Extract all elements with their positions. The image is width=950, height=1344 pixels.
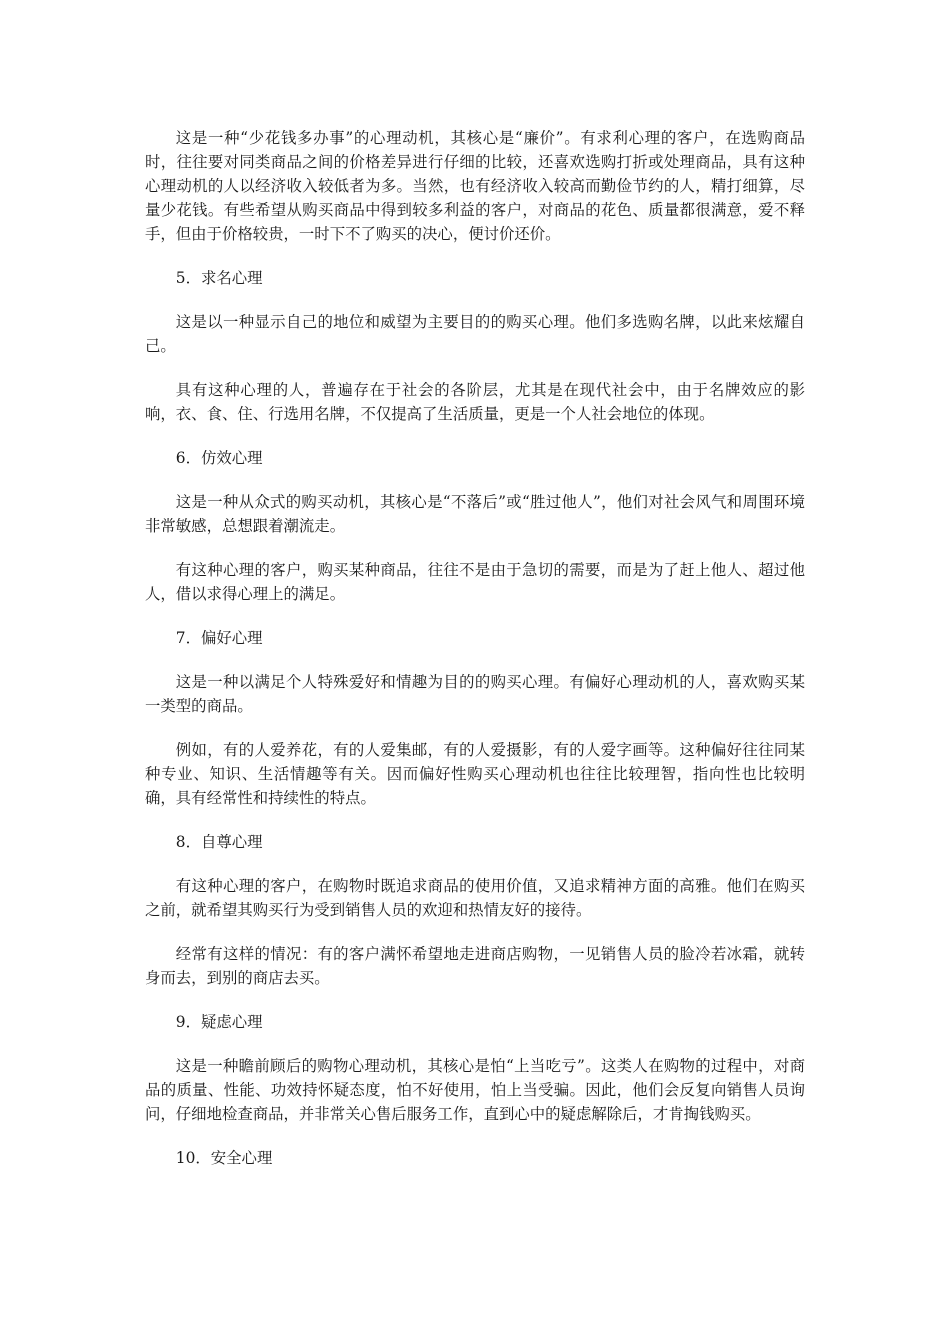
paragraph-pianhao-2: 例如，有的人爱养花，有的人爱集邮，有的人爱摄影，有的人爱字画等。这种偏好往往同某种专业、知识、生活情趣等有关。因而偏好性购买心理动机也往往比较理智，指向性也比较明确，具有经常性和持续性的特点。 (145, 741, 805, 807)
heading-zizun: 8．自尊心理 (175, 833, 263, 851)
paragraph-zizun-2: 经常有这样的情况：有的客户满怀希望地走进商店购物，一见销售人员的脸冷若冰霜，就转身而去，到别的商店去买。 (145, 945, 805, 987)
heading-yilv: 9．疑虑心理 (175, 1013, 263, 1031)
paragraph-qiuli-description: 这是一种“少花钱多办事”的心理动机，其核心是“廉价”。有求利心理的客户，在选购商品时，往往要对同类商品之间的价格差异进行仔细的比较，还喜欢选购打折或处理商品，具有这种心理动机的人以经济收入较低者为多。当然，也有经济收入较高而勤俭节约的人，精打细算，尽量少花钱。有些希望从购买商品中得到较多利益的客户，对商品的花色、质量都很满意，爱不释手，但由于价格较贵，一时下不了购买的决心，便讨价还价。 (145, 129, 805, 243)
heading-fangxiao: 6．仿效心理 (175, 449, 263, 467)
heading-anquan: 10．安全心理 (175, 1149, 273, 1167)
document-page (145, 126, 805, 1190)
paragraph-fangxiao-1: 这是一种从众式的购买动机，其核心是“不落后”或“胜过他人”，他们对社会风气和周围环境非常敏感，总想跟着潮流走。 (145, 493, 805, 535)
paragraph-zizun-1: 有这种心理的客户，在购物时既追求商品的使用价值，又追求精神方面的高雅。他们在购买之前，就希望其购买行为受到销售人员的欢迎和热情友好的接待。 (145, 877, 805, 919)
paragraph-pianhao-1: 这是一种以满足个人特殊爱好和情趣为目的的购买心理。有偏好心理动机的人，喜欢购买某一类型的商品。 (145, 673, 805, 715)
heading-qiuming: 5．求名心理 (175, 269, 263, 287)
heading-pianhao: 7．偏好心理 (175, 629, 263, 647)
paragraph-fangxiao-2: 有这种心理的客户，购买某种商品，往往不是由于急切的需要，而是为了赶上他人、超过他人，借以求得心理上的满足。 (145, 561, 805, 603)
paragraph-yilv-1: 这是一种瞻前顾后的购物心理动机，其核心是怕“上当吃亏”。这类人在购物的过程中，对商品的质量、性能、功效持怀疑态度，怕不好使用，怕上当受骗。因此，他们会反复向销售人员询问，仔细地检查商品，并非常关心售后服务工作，直到心中的疑虑解除后，才肯掏钱购买。 (145, 1057, 805, 1123)
paragraph-qiuming-2: 具有这种心理的人，普遍存在于社会的各阶层，尤其是在现代社会中，由于名牌效应的影响，衣、食、住、行选用名牌，不仅提高了生活质量，更是一个人社会地位的体现。 (145, 381, 805, 423)
paragraph-qiuming-1: 这是以一种显示自己的地位和威望为主要目的的购买心理。他们多选购名牌，以此来炫耀自己。 (145, 313, 805, 355)
